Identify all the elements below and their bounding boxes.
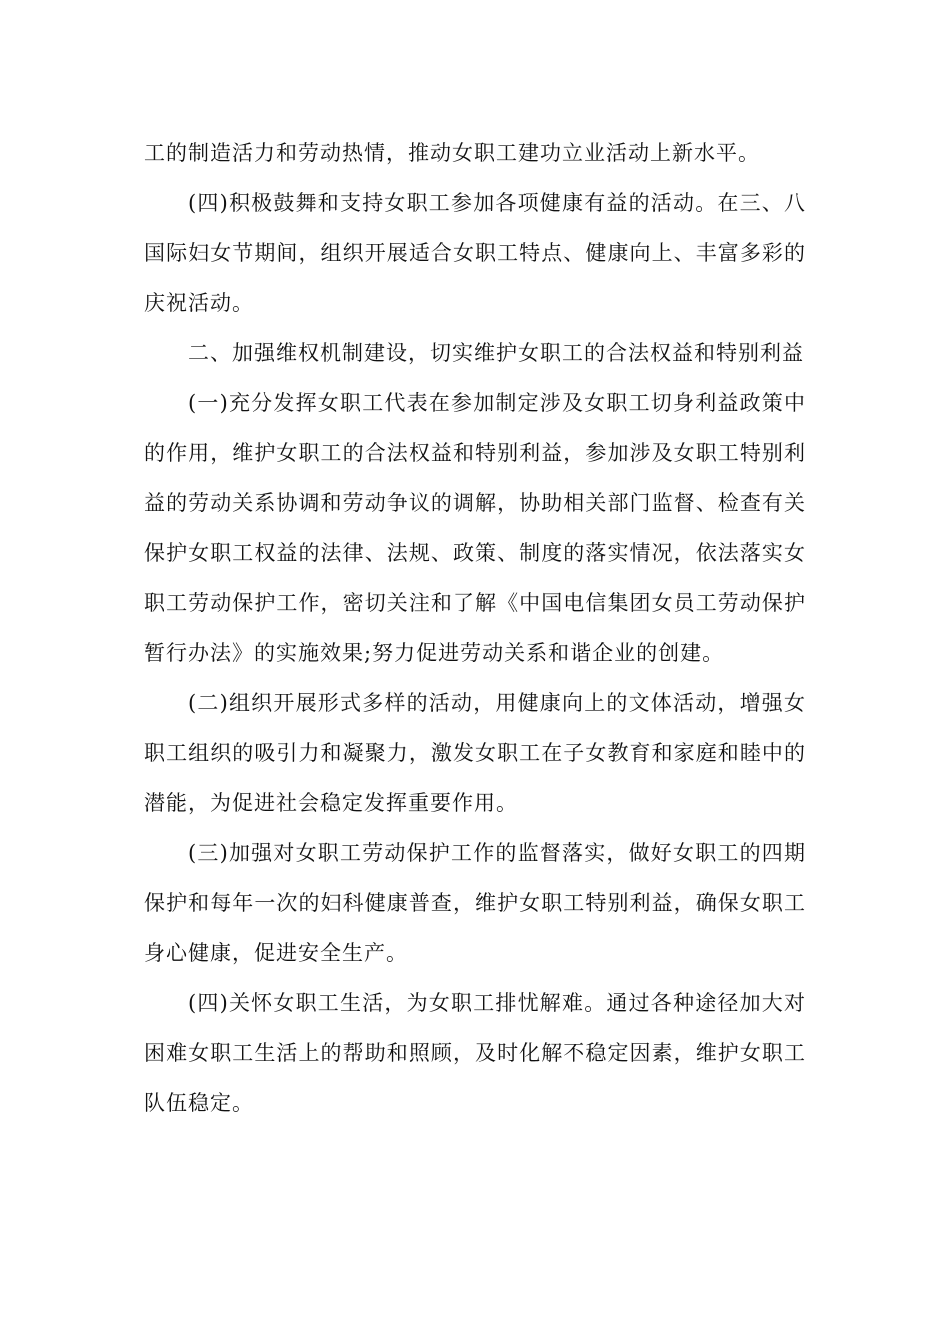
paragraph-item-3-protection: (三)加强对女职工劳动保护工作的监督落实，做好女职工的四期保护和每年一次的妇科健康普查，维护女职工特别利益，确保女职工身心健康，促进安全生产。 xyxy=(144,841,806,965)
paragraph-item-4-activities: (四)积极鼓舞和支持女职工参加各项健康有益的活动。在三、八国际妇女节期间，组织开展适合女职工特点、健康向上、丰富多彩的庆祝活动。 xyxy=(144,191,806,315)
paragraph-item-4-care: (四)关怀女职工生活，为女职工排忧解难。通过各种途径加大对困难女职工生活上的帮助和照顾，及时化解不稳定因素，维护女职工队伍稳定。 xyxy=(144,991,806,1115)
paragraph-item-1-representatives: (一)充分发挥女职工代表在参加制定涉及女职工切身利益政策中的作用，维护女职工的合法权益和特别利益，参加涉及女职工特别利益的劳动关系协调和劳动争议的调解，协助相关部门监督、检查有关保护女职工权益的法律、法规、政策、制度的落实情况，依法落实女职工劳动保护工作，密切关注和了解《中国电信集团女员工劳动保护暂行办法》的实施效果;努力促进劳动关系和谐企业的创建。 xyxy=(144,391,806,665)
paragraph-continuation: 工的制造活力和劳动热情，推动女职工建功立业活动上新水平。 xyxy=(144,141,760,165)
section-heading-rights: 二、加强维权机制建设，切实维护女职工的合法权益和特别利益 xyxy=(188,341,804,365)
document-body xyxy=(144,128,806,1128)
paragraph-item-2-activities: (二)组织开展形式多样的活动，用健康向上的文体活动，增强女职工组织的吸引力和凝聚力，激发女职工在子女教育和家庭和睦中的潜能，为促进社会稳定发挥重要作用。 xyxy=(144,691,806,815)
